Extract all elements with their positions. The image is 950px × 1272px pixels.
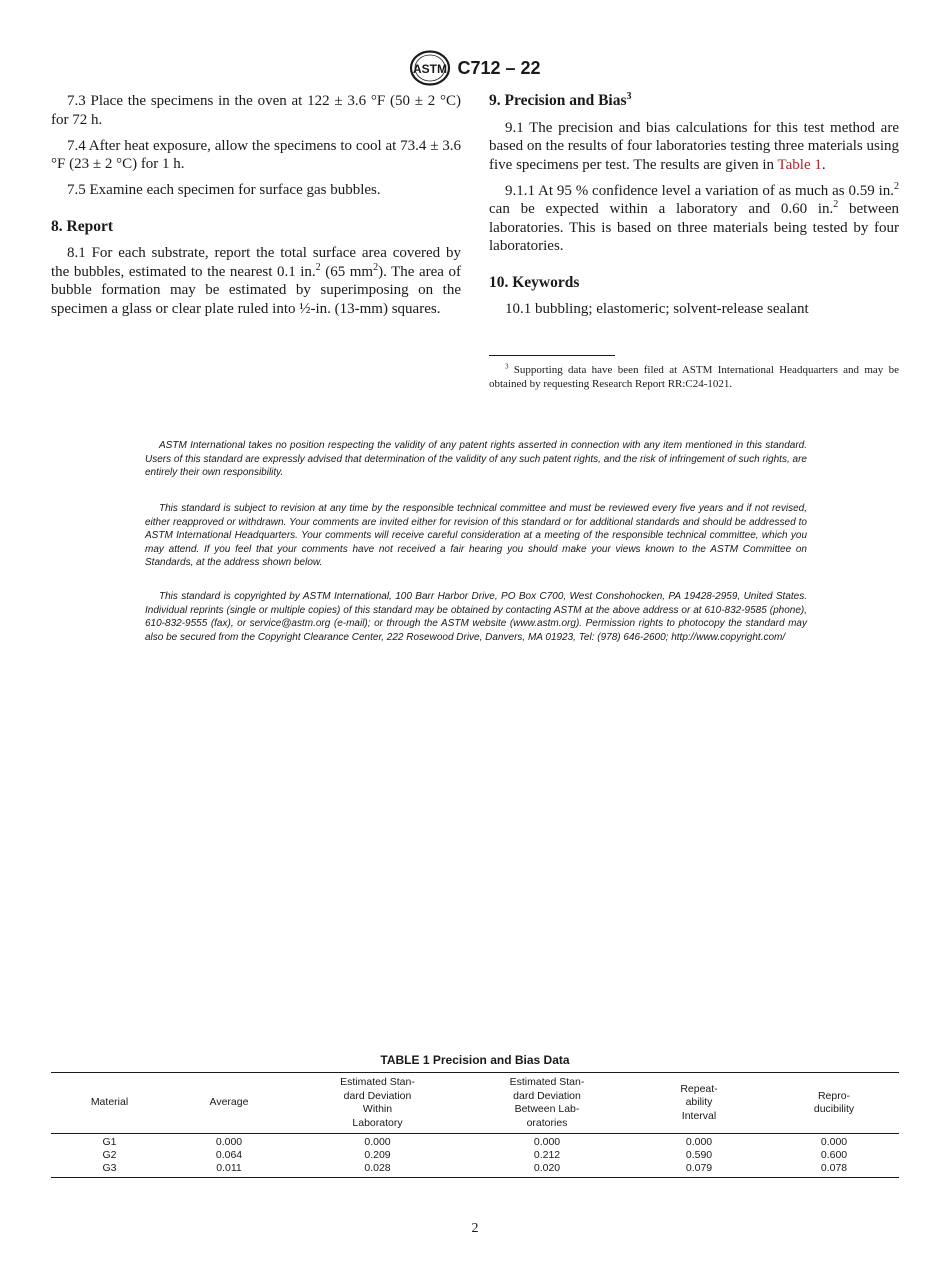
table-cell: 0.064 xyxy=(215,1149,243,1161)
column-header-sd-within: Estimated Stan- dard Deviation Within Laboratory xyxy=(290,1073,465,1134)
table-cell: 0.000 xyxy=(364,1136,391,1148)
paragraph-7-3: 7.3 Place the specimens in the oven at 122 ± 3.6 °F (50 ± 2 °C) for 72 h. xyxy=(51,93,461,128)
paragraph-9-1-1: 9.1.1 At 95 % confidence level a variation of as much as 0.59 in.$^2$ can be expected within a laboratory and 0.60 in.$^2$ between laboratories. This is based on three materials being tested by four laboratories. xyxy=(489,180,899,254)
table-cell: 0.212 xyxy=(533,1149,561,1161)
table-cell: 0.078 xyxy=(820,1162,848,1174)
table-cell: 0.000 xyxy=(215,1136,243,1148)
section-heading-precision-bias: 9. Precision and Bias$^3$ xyxy=(489,90,632,109)
table-row xyxy=(51,1162,899,1178)
designation: C712 – 22 xyxy=(457,57,541,78)
section-heading-report: 8. Report xyxy=(51,217,113,235)
precision-bias-table xyxy=(51,1072,899,1178)
table-cell: G1 xyxy=(102,1136,117,1148)
table-cell: 0.600 xyxy=(820,1149,848,1161)
left-column xyxy=(51,92,461,326)
table-header-row xyxy=(51,1073,899,1134)
copyright-notice: This standard is copyrighted by ASTM International, 100 Barr Harbor Drive, PO Box C700, West Conshohocken, PA 19428-2959, United States. Individual reprints (single or multiple copies) of this standard may be obtained by contacting ASTM at the above address or at 610-832-9585 (phone), 610-832-9555 (fax), or service@astm.org (e-mail); or through the ASTM website (www.astm.org). Permission rights to photocopy the standard may also be secured from the Copyright Clearance Center, 222 Rosewood Drive, Danvers, MA 01923, Tel: (978) 646-2600; http://www.copyright.com/ xyxy=(145,591,807,643)
paragraph-9-1: 9.1 The precision and bias calculations for this test method are based on the results of four laboratories testing three materials using five specimens per test. The results are given in Table 1. xyxy=(489,119,899,173)
column-header-sd-between: Estimated Stan- dard Deviation Between Lab- oratories xyxy=(465,1073,629,1134)
table-cell: 0.000 xyxy=(533,1136,561,1148)
column-header-average: Average xyxy=(168,1073,290,1134)
page-header xyxy=(0,48,950,88)
page-number: 2 xyxy=(471,1221,479,1236)
column-header-repeatability: Repeat- ability Interval xyxy=(629,1073,769,1134)
footnote-divider xyxy=(489,355,615,356)
table-row xyxy=(51,1134,899,1150)
table-cell: 0.020 xyxy=(533,1162,561,1174)
paragraph-8-1: 8.1 For each substrate, report the total surface area covered by the bubbles, estimated to the nearest 0.1 in.$^2$ (65 $mm^2$). The area of bubble formation may be estimated by superimposing on the specimen a glass or clear plate ruled into ½-in. (13-mm) squares. xyxy=(51,245,461,317)
revision-notice: This standard is subject to revision at any time by the responsible technical committee and must be reviewed every five years and if not revised, either reapproved or withdrawn. Your comments are invited either for revision of this standard or for additional standards and should be addressed to ASTM International Headquarters. Your comments will receive careful consideration at a meeting of the responsible technical committee, which you may attend. If you feel that your comments have not received a fair hearing you should make your views known to the ASTM Committee on Standards, at the address shown below. xyxy=(145,503,807,568)
table-cell: 0.000 xyxy=(820,1136,848,1148)
table-cell: 0.590 xyxy=(685,1149,713,1161)
table-cell: 0.028 xyxy=(364,1162,391,1174)
astm-logo-icon xyxy=(409,50,451,86)
table-cell: G3 xyxy=(102,1162,117,1174)
right-column xyxy=(489,92,899,391)
patent-notice: ASTM International takes no position respecting the validity of any patent rights asserted in connection with any item mentioned in this standard. Users of this standard are expressly advised that determination of the validity of any such patent rights, and the risk of infringement of such rights, are entirely their own responsibility. xyxy=(145,440,807,478)
paragraph-10-1: 10.1 bubbling; elastomeric; solvent-release sealant xyxy=(505,301,809,317)
table-cell: 0.209 xyxy=(364,1149,391,1161)
table-1-title: TABLE 1 Precision and Bias Data xyxy=(380,1053,570,1067)
section-heading-keywords: 10. Keywords xyxy=(489,273,580,291)
column-header-reproducibility: Repro- ducibility xyxy=(769,1073,899,1134)
paragraph-7-5: 7.5 Examine each specimen for surface gas bubbles. xyxy=(67,182,381,198)
footnote-3: $^3$ Supporting data have been filed at ASTM International Headquarters and may be obtained by requesting Research Report RR:C24-1021. xyxy=(489,361,899,390)
table-cell: G2 xyxy=(102,1149,117,1161)
table-row xyxy=(51,1149,899,1162)
svg-text:ASTM: ASTM xyxy=(413,62,448,76)
table-cell: 0.000 xyxy=(685,1136,713,1148)
table-cell: 0.011 xyxy=(216,1162,242,1174)
paragraph-7-4: 7.4 After heat exposure, allow the specimens to cool at 73.4 ± 3.6 °F (23 ± 2 °C) for 1 h. xyxy=(51,137,461,172)
table-1-link[interactable]: Table 1 xyxy=(777,156,822,173)
table-cell: 0.079 xyxy=(685,1162,713,1174)
column-header-material: Material xyxy=(51,1073,168,1134)
